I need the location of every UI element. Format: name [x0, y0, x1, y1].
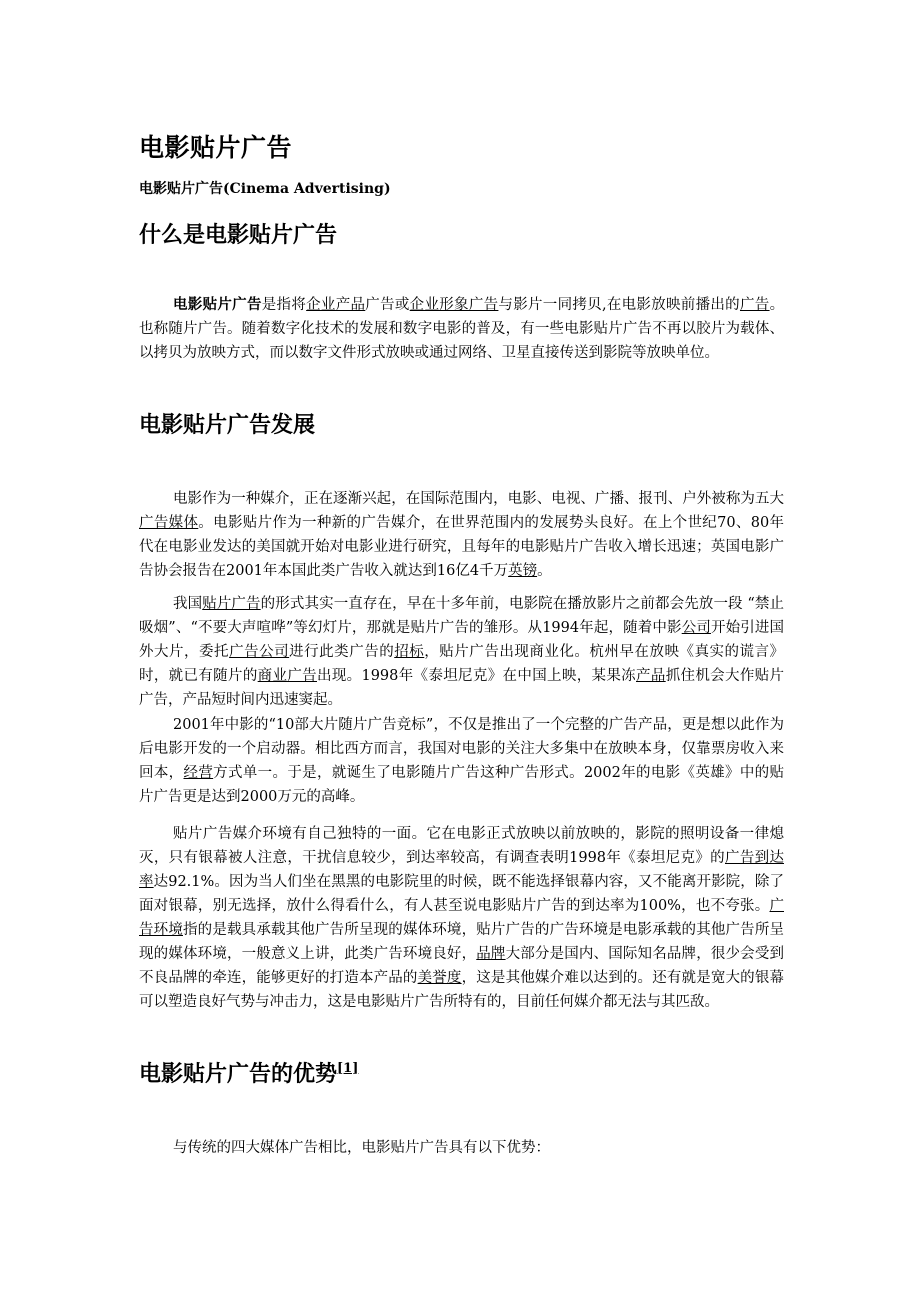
link-ad-reach-rate[interactable]: 广告到达率 [139, 850, 784, 890]
link-brand[interactable]: 品牌 [476, 946, 506, 962]
text-span: 。也称随片广告。随着数字化技术的发展和数字电影的普及，有一些电影贴片广告不再以胶片为载体、以拷贝为放映方式，而以数字文件形式放映或通过网络、卫星直接传送到影院等放映单位。 [139, 297, 785, 361]
link-operation[interactable]: 经营 [183, 765, 214, 781]
heading-development: 电影贴片广告发展 [139, 412, 316, 438]
link-ad-environment[interactable]: 广告环境 [139, 898, 784, 938]
text-span: 方式单一。于是，就诞生了电影随片广告这种广告形式。2002年的电影《英雄》中的贴片广告更是达到2000万元的高峰。 [139, 765, 785, 805]
text-span: 是指将 [261, 297, 307, 313]
link-pound[interactable]: 英镑 [508, 563, 538, 579]
text-span: ，这是其他媒介难以达到的。还有就是宽大的银幕可以塑造良好气势与冲击力，这是电影贴片广告所特有的，目前任何媒介都无法与其匹敌。 [139, 970, 785, 1010]
link-advertising[interactable]: 广告 [739, 297, 770, 313]
paragraph-development-2 [139, 592, 784, 712]
paragraph-development-1 [139, 487, 784, 583]
link-company[interactable]: 公司 [681, 620, 711, 636]
page-title: 电影贴片广告 [139, 133, 293, 162]
term-bold: 电影贴片广告 [173, 296, 262, 313]
citation-ref-link[interactable]: [1] [337, 1061, 359, 1076]
link-product[interactable]: 产品 [636, 668, 666, 684]
link-paste-ad[interactable]: 贴片广告 [202, 596, 261, 612]
text-span: 达92.1%。因为当人们坐在黑黑的电影院里的时候，既不能选择银幕内容，又不能离开影院，除了面对银幕，别无选择，放什么得看什么，有人甚至说电影贴片广告的到达率为100%，也不夸张。 [139, 874, 784, 914]
text-span: 广告或 [365, 297, 410, 313]
link-ad-company[interactable]: 广告公司 [229, 644, 290, 660]
text-span: 与影片一同拷贝,在电影放映前播出的 [498, 297, 740, 313]
text-span: 进行此类广告的 [289, 644, 395, 660]
text-span: 出现。1998年《泰坦尼克》在中国上映，某果冻 [316, 668, 637, 684]
text-span: 我国 [173, 596, 203, 612]
paragraph-definition [139, 293, 784, 365]
text-span: 开始引进国外大片，委托 [139, 620, 785, 660]
text-span: 抓住机会大作贴片广告，产品短时间内迅速窦起。 [139, 668, 785, 708]
text-span: 指的是载具承载其他广告所呈现的媒体环境，贴片广告的广告环境是电影承载的其他广告所呈现的媒体环境，一般意义上讲，此类广告环境良好， [139, 922, 785, 962]
text-span: 贴片广告媒介环境有自己独特的一面。它在电影正式放映以前放映的，影院的照明设备一律熄灭，只有银幕被人注意，干扰信息较少，到达率较高，有调查表明1998年《泰坦尼克》的 [139, 826, 784, 866]
link-bidding[interactable]: 招标 [394, 644, 425, 660]
heading-what-is: 什么是电影贴片广告 [139, 222, 338, 248]
text-span: 的形式其实一直存在，早在十多年前，电影院在播放影片之前都会先放一段 “禁止吸烟”、“不要大声喧哗”等幻灯片，那就是贴片广告的雏形。从1994年起，随着中影 [139, 596, 785, 636]
paragraph-advantages-intro: 与传统的四大媒体广告相比，电影贴片广告具有以下优势： [173, 1140, 550, 1156]
heading-advantages [139, 1057, 358, 1088]
text-span: 。电影贴片作为一种新的广告媒介，在世界范围内的发展势头良好。在上个世纪70、80年代在电影业发达的美国就开始对电影业进行研究，且每年的电影贴片广告收入增长迅速；英国电影广告协会报告在2001年本国此类广告收入就达到16亿4千万 [139, 515, 784, 579]
text-span: 电影作为一种媒介，正在逐渐兴起，在国际范围内，电影、电视、广播、报刊、户外被称为五大 [173, 491, 784, 507]
paragraph-development-3 [139, 713, 784, 809]
text-span: 大部分是国内、国际知名品牌，很少会受到不良品牌的牵连，能够更好的打造本产品的 [139, 946, 785, 986]
paragraph-development-4 [139, 822, 784, 1014]
link-ad-media[interactable]: 广告媒体 [139, 515, 199, 531]
link-reputation[interactable]: 美誉度 [417, 970, 462, 986]
link-enterprise-image-ad[interactable]: 企业形象广告 [409, 297, 499, 313]
text-span: 2001年中影的“10部大片随片广告竞标”，不仅是推出了一个完整的广告产品，更是想以此作为后电影开发的一个启动器。相比西方而言，我国对电影的关注大多集中在放映本身，仅靠票房收入来回本， [139, 717, 784, 781]
text-span: 。 [537, 563, 552, 579]
text-span: ，贴片广告出现商业化。杭州早在放映《真实的谎言》时，就已有随片的 [139, 644, 785, 684]
link-enterprise-product[interactable]: 企业产品 [306, 297, 366, 313]
heading-advantages-text: 电影贴片广告的优势 [139, 1061, 338, 1087]
link-commercial-ad[interactable]: 商业广告 [257, 668, 317, 684]
page-subtitle: 电影贴片广告(Cinema Advertising) [139, 181, 391, 197]
